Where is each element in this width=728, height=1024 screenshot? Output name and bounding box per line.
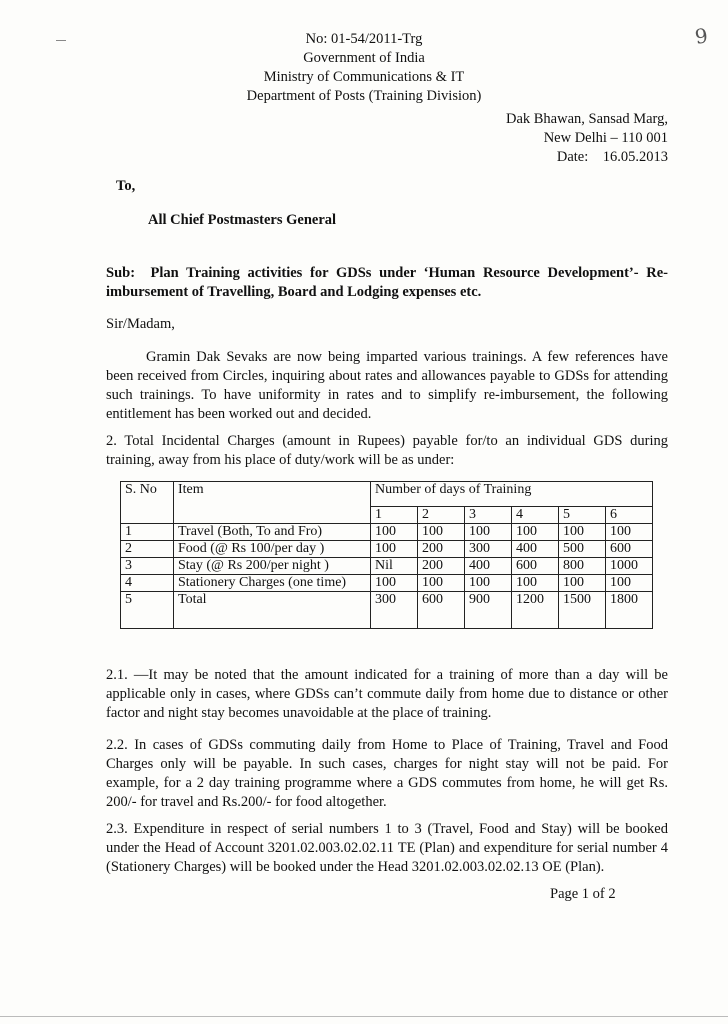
day-number: 5	[559, 507, 606, 524]
row-value: Nil	[371, 558, 418, 575]
reference-number: No: 01-54/2011-Trg	[305, 31, 423, 47]
paragraph-2-2: 2.2. In cases of GDSs commuting daily from Home to Place of Training, Travel and Food Charges only will be payable. In such cases, charges for night stay will not be paid. For example, for a 2 day training programme where a GDS commutes from home, he will get Rs. 200/- for travel and Rs.200/- for food altogether.	[106, 737, 668, 810]
row-value: 100	[371, 524, 418, 541]
paragraph-2-1: 2.1. —It may be noted that the amount indicated for a training of more than a day will be applicable only in cases, where GDSs can’t commute daily from home due to distance or other factor and night stay becomes unavoidable at the place of training.	[106, 667, 668, 721]
row-sno: 4	[121, 575, 174, 592]
row-item: Stay (@ Rs 200/per night )	[174, 558, 371, 575]
subject-label: Sub:	[106, 265, 136, 281]
row-value: 100	[418, 575, 465, 592]
row-value: 300	[371, 592, 418, 629]
incidental-charges-table	[120, 481, 653, 629]
header-ministry: Ministry of Communications & IT	[263, 69, 465, 85]
row-value: 900	[465, 592, 512, 629]
row-sno: 5	[121, 592, 174, 629]
row-value: 100	[606, 575, 653, 592]
table-total-row	[121, 592, 653, 629]
row-value: 500	[559, 541, 606, 558]
row-value: 1000	[606, 558, 653, 575]
row-value: 100	[465, 575, 512, 592]
row-value: 800	[559, 558, 606, 575]
row-item: Total	[174, 592, 371, 629]
table-header-row	[121, 482, 653, 507]
margin-handwritten-mark: 9	[693, 23, 710, 49]
row-value: 100	[559, 524, 606, 541]
table-row	[121, 524, 653, 541]
address-line-2: New Delhi – 110 001	[543, 130, 668, 146]
letter-header	[0, 30, 728, 106]
row-value: 100	[371, 541, 418, 558]
header-department: Department of Posts (Training Division)	[246, 88, 482, 104]
date-label: Date:	[556, 149, 589, 165]
day-number: 3	[465, 507, 512, 524]
row-value: 200	[418, 541, 465, 558]
to-label: To,	[116, 178, 136, 194]
row-item: Food (@ Rs 100/per day )	[174, 541, 371, 558]
row-value: 600	[418, 592, 465, 629]
header-government: Government of India	[303, 50, 425, 66]
salutation: Sir/Madam,	[106, 316, 175, 332]
row-value: 600	[512, 558, 559, 575]
subject-line-1: Plan Training activities for GDSs under ‘Human Resource Development’- Re-	[150, 265, 669, 281]
row-value: 1500	[559, 592, 606, 629]
address-line-1: Dak Bhawan, Sansad Marg,	[505, 111, 668, 127]
row-value: 200	[418, 558, 465, 575]
row-item: Stationery Charges (one time)	[174, 575, 371, 592]
row-value: 1200	[512, 592, 559, 629]
header-days: Number of days of Training	[371, 482, 653, 507]
date-value: 16.05.2013	[602, 149, 668, 165]
row-value: 1800	[606, 592, 653, 629]
addressee: All Chief Postmasters General	[148, 212, 337, 228]
row-sno: 2	[121, 541, 174, 558]
paragraph-2: 2. Total Incidental Charges (amount in Rupees) payable for/to an individual GDS during training, away from his place of duty/work will be as under:	[106, 433, 668, 468]
paragraph-1-text: Gramin Dak Sevaks are now being imparted various trainings. A few references have been received from Circles, inquiring about rates and allowances payable to GDSs for attending such trainings. To have uniformity in rates and to simplify re-imbursement, the following entitlement has been worked out and decided.	[106, 349, 668, 422]
row-value: 600	[606, 541, 653, 558]
row-value: 100	[512, 575, 559, 592]
row-value: 400	[465, 558, 512, 575]
day-number: 2	[418, 507, 465, 524]
subject	[106, 264, 668, 302]
scan-bottom-edge	[0, 1016, 728, 1017]
row-value: 100	[418, 524, 465, 541]
row-value: 100	[606, 524, 653, 541]
sender-address	[506, 110, 668, 167]
page-number: Page 1 of 2	[550, 886, 616, 902]
row-value: 100	[512, 524, 559, 541]
table-row	[121, 575, 653, 592]
day-number: 1	[371, 507, 418, 524]
table-row	[121, 558, 653, 575]
row-value: 100	[559, 575, 606, 592]
header-item: Item	[174, 482, 371, 524]
row-item: Travel (Both, To and Fro)	[174, 524, 371, 541]
header-sno: S. No	[121, 482, 174, 524]
table-row	[121, 541, 653, 558]
subject-line-2: imbursement of Travelling, Board and Lodging expenses etc.	[106, 284, 482, 300]
row-value: 400	[512, 541, 559, 558]
day-number: 4	[512, 507, 559, 524]
paragraph-2-3: 2.3. Expenditure in respect of serial numbers 1 to 3 (Travel, Food and Stay) will be booked under the Head of Account 3201.02.003.02.02.11 TE (Plan) and expenditure for serial number 4 (Stationery Charges) will be booked under the Head 3201.02.003.02.02.13 OE (Plan).	[106, 821, 668, 875]
row-sno: 1	[121, 524, 174, 541]
row-sno: 3	[121, 558, 174, 575]
date-line	[506, 148, 668, 167]
paragraph-1	[106, 348, 668, 424]
day-number: 6	[606, 507, 653, 524]
row-value: 100	[371, 575, 418, 592]
row-value: 300	[465, 541, 512, 558]
row-value: 100	[465, 524, 512, 541]
